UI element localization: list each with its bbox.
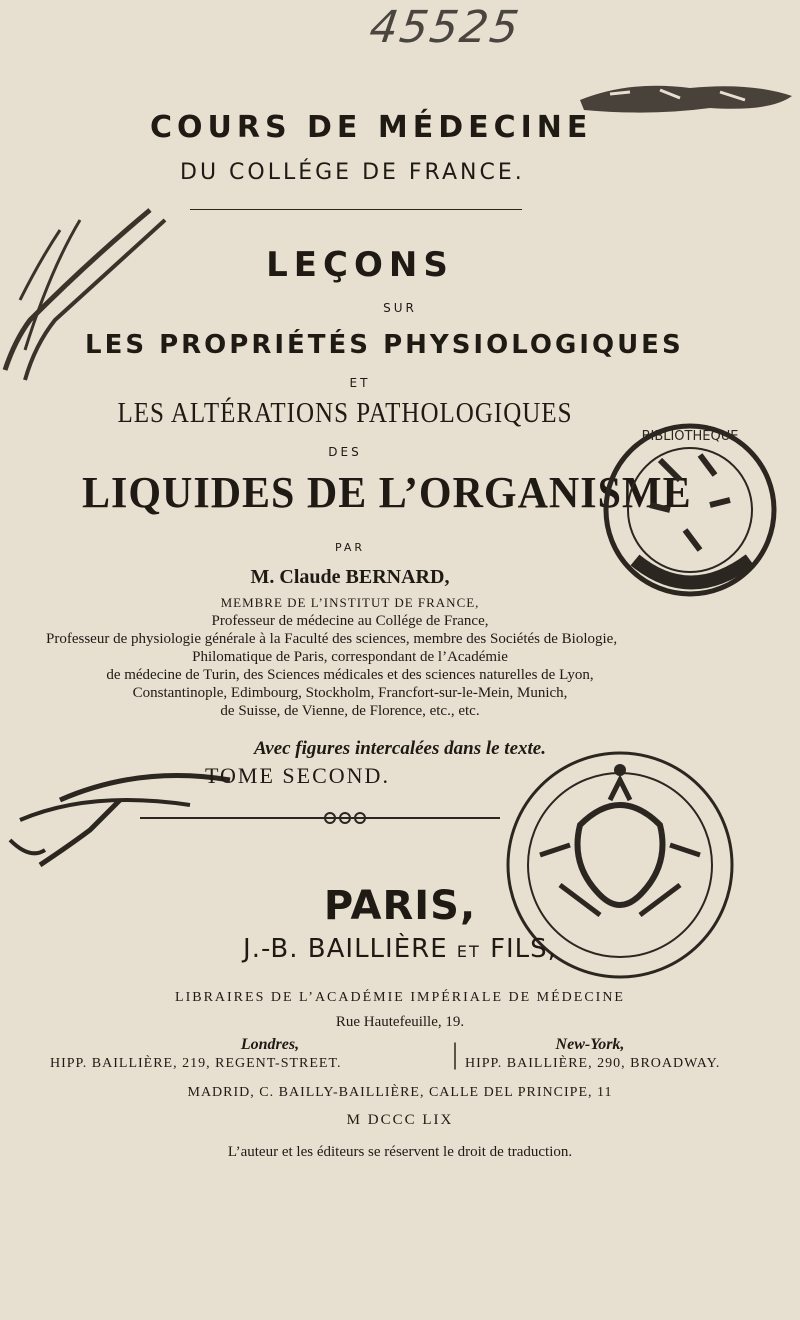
rights-notice: L’auteur et les éditeurs se réservent le droit de traduction. [227, 1144, 573, 1160]
figures-note: Avec figures intercalées dans le texte. [254, 738, 546, 759]
credential-line-5: Constantinople, Edimbourg, Stockholm, Francfort-sur-le-Mein, Munich, [132, 685, 568, 701]
booksellers-line: LIBRAIRES DE L’ACADÉMIE IMPÉRIALE DE MÉDECINE [175, 990, 625, 1005]
pencil-scribble [0, 200, 200, 400]
lecons-heading: LEÇONS [266, 245, 454, 285]
volume-label: TOME SECOND. [205, 763, 390, 788]
author-name: M. Claude BERNARD, [250, 566, 450, 588]
small-ink-stamp [570, 78, 800, 118]
credential-line-6: de Suisse, de Vienne, de Florence, etc., etc. [220, 703, 480, 719]
london-address: HIPP. BAILLIÈRE, 219, REGENT-STREET. [50, 1056, 342, 1071]
brace-divider: | [452, 1037, 459, 1070]
publisher-name [180, 934, 620, 964]
title-line-3: LIQUIDES DE L’ORGANISME [82, 469, 692, 518]
credential-line-1: Professeur de médecine au Collége de France, [211, 613, 489, 629]
et-word: ET [349, 376, 371, 390]
institution-line: DU COLLÉGE DE FRANCE. [180, 160, 525, 185]
newyork-city: New-York, [555, 1036, 625, 1053]
publisher-main: J.-B. BAILLIÈRE [243, 934, 448, 964]
stamp-text: BIBLIOTHEQUE [641, 429, 739, 444]
imprint-city: PARIS, [323, 883, 477, 929]
title-line-2: LES ALTÉRATIONS PATHOLOGIQUES [117, 398, 573, 430]
credential-line-3: Philomatique de Paris, correspondant de l’Académie [192, 649, 508, 665]
madrid-address: MADRID, C. BAILLY-BAILLIÈRE, CALLE DEL PRINCIPE, 11 [187, 1085, 613, 1100]
sur-word: SUR [383, 301, 417, 315]
london-city: Londres, [240, 1036, 300, 1053]
title-line-1: LES PROPRIÉTÉS PHYSIOLOGIQUES [85, 330, 684, 360]
publisher-et: ET [456, 942, 481, 961]
series-title: COURS DE MÉDECINE [150, 110, 593, 145]
publisher-fils: FILS, [490, 934, 557, 964]
newyork-address: HIPP. BAILLIÈRE, 290, BROADWAY. [465, 1056, 721, 1071]
publication-date: M DCCC LIX [346, 1112, 454, 1128]
divider-rule [190, 209, 522, 210]
street-address: Rue Hautefeuille, 19. [335, 1014, 465, 1030]
credential-line-4: de médecine de Turin, des Sciences médicales et des sciences naturelles de Lyon, [106, 667, 594, 683]
handwritten-shelfmark: 45525 [366, 2, 524, 53]
des-word: DES [328, 445, 362, 459]
par-word: PAR [334, 541, 366, 554]
credential-line-2: Professeur de physiologie générale à la Faculté des sciences, membre des Sociétés de Biologie, [46, 631, 618, 647]
author-membership: MEMBRE DE L’INSTITUT DE FRANCE, [220, 595, 480, 610]
